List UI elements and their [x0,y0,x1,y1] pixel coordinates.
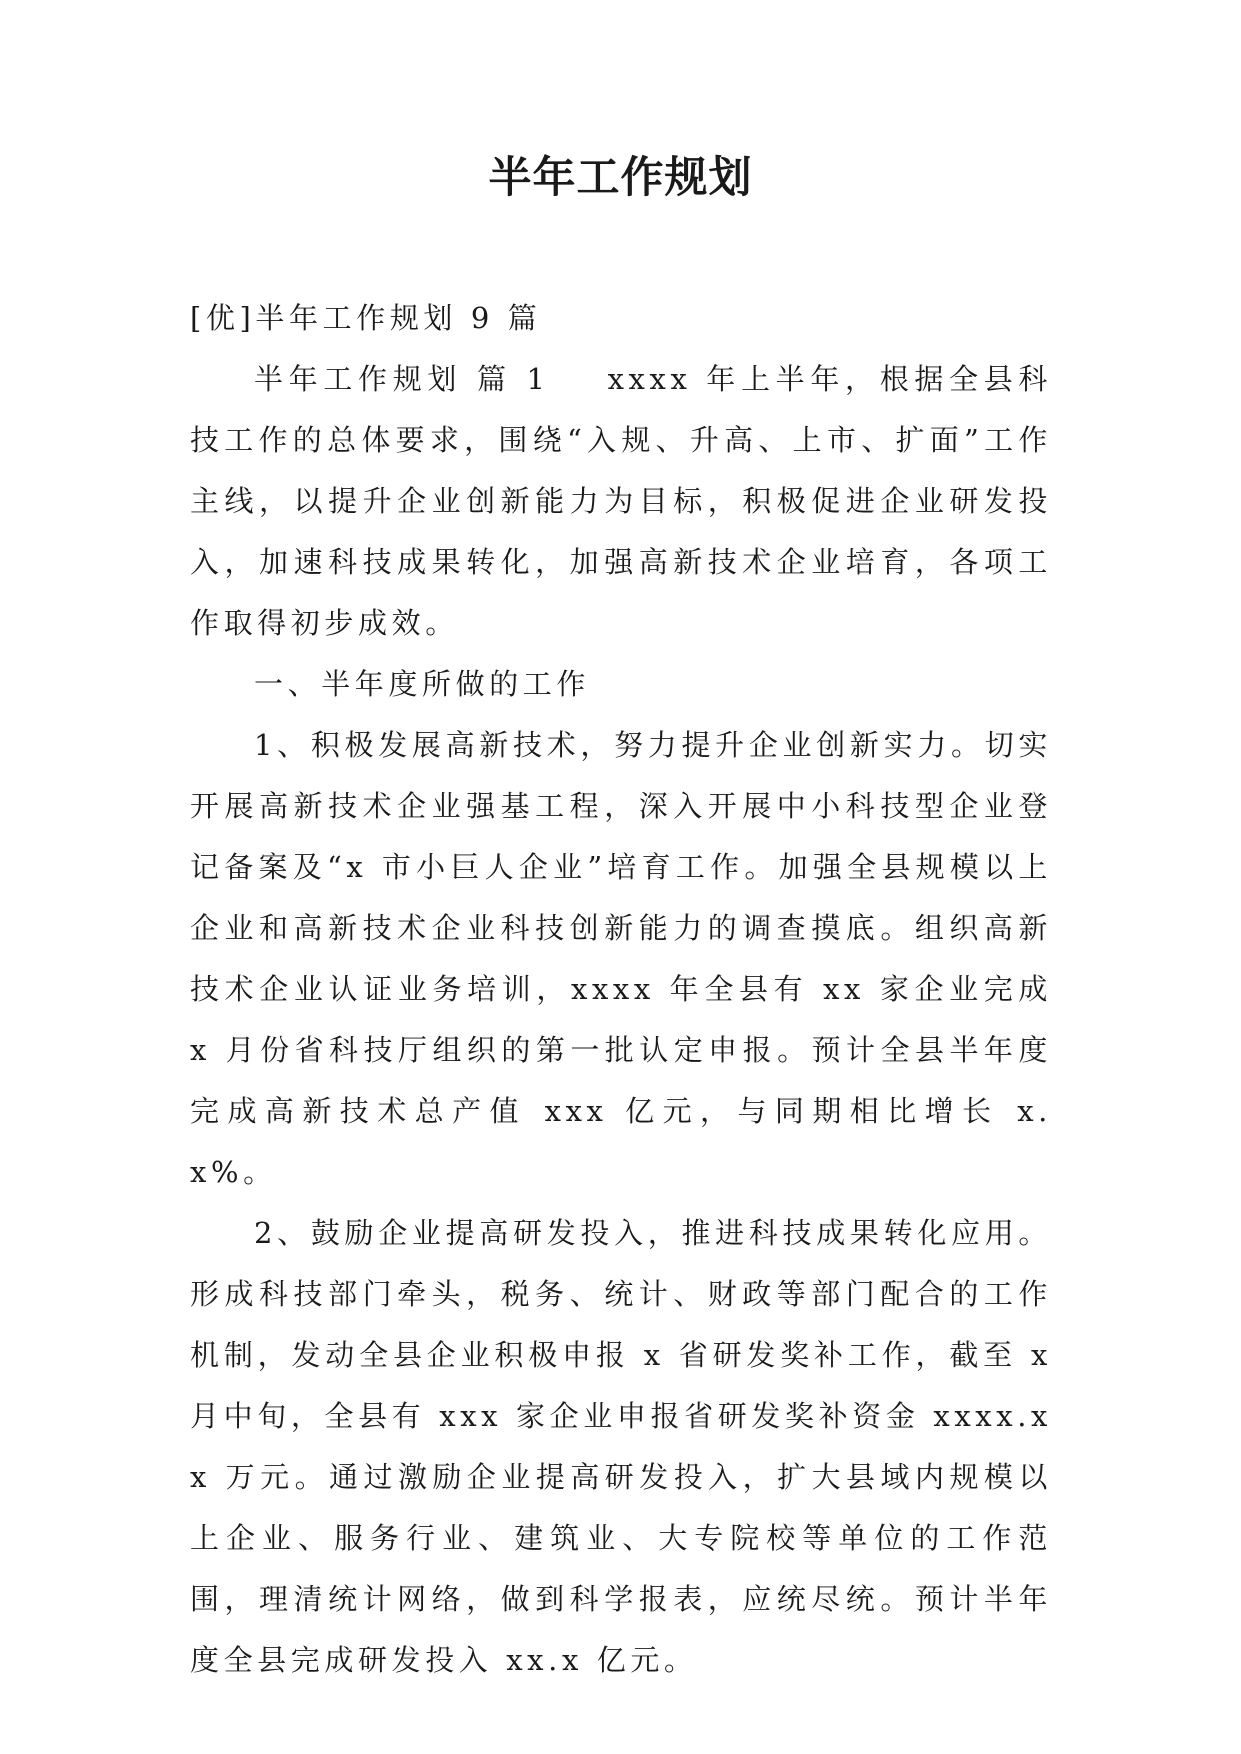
intro-text: xxxx 年上半年，根据全县科技工作的总体要求，围绕“入规、升高、上市、扩面”工作主线，以提升企业创新能力为目标，积极促进企业研发投入，加速科技成果转化，加强高新技术企业培育，各项工作取得初步成效。 [190,362,1053,640]
paragraph-item-1: 1、积极发展高新技术，努力提升企业创新实力。切实开展高新技术企业强基工程，深入开展中小科技型企业登记备案及“x 市小巨人企业”培育工作。加强全县规模以上企业和高新技术企业科技创新能力的调查摸底。组织高新技术企业认证业务培训，xxxx 年全县有 xx 家企业完成 x 月份省科技厅组织的第一批认定申报。预计全县半年度完成高新技术总产值 xxx 亿元，与同期相比增长 x.x%。 [190,728,1052,1189]
document-body [190,288,1052,1691]
section-heading: 一、半年度所做的工作 [254,667,591,701]
page-title: 半年工作规划 [488,153,753,203]
article-heading: 半年工作规划 篇 1 [254,362,550,396]
intro-paragraph [190,349,1052,654]
paragraph-item-2: 2、鼓励企业提高研发投入，推进科技成果转化应用。形成科技部门牵头，税务、统计、财政等部门配合的工作机制，发动全县企业积极申报 x 省研发奖补工作，截至 x 月中旬，全县有 xxx 家企业申报省研发奖补资金 xxxx.xx 万元。通过激励企业提高研发投入，扩大县域内规模以上企业、服务行业、建筑业、大专院校等单位的工作范围，理清统计网络，做到科学报表，应统尽统。预计半年度全县完成研发投入 xx.x 亿元。 [190,1216,1052,1677]
document-subtitle: [优]半年工作规划 9 篇 [190,301,542,335]
